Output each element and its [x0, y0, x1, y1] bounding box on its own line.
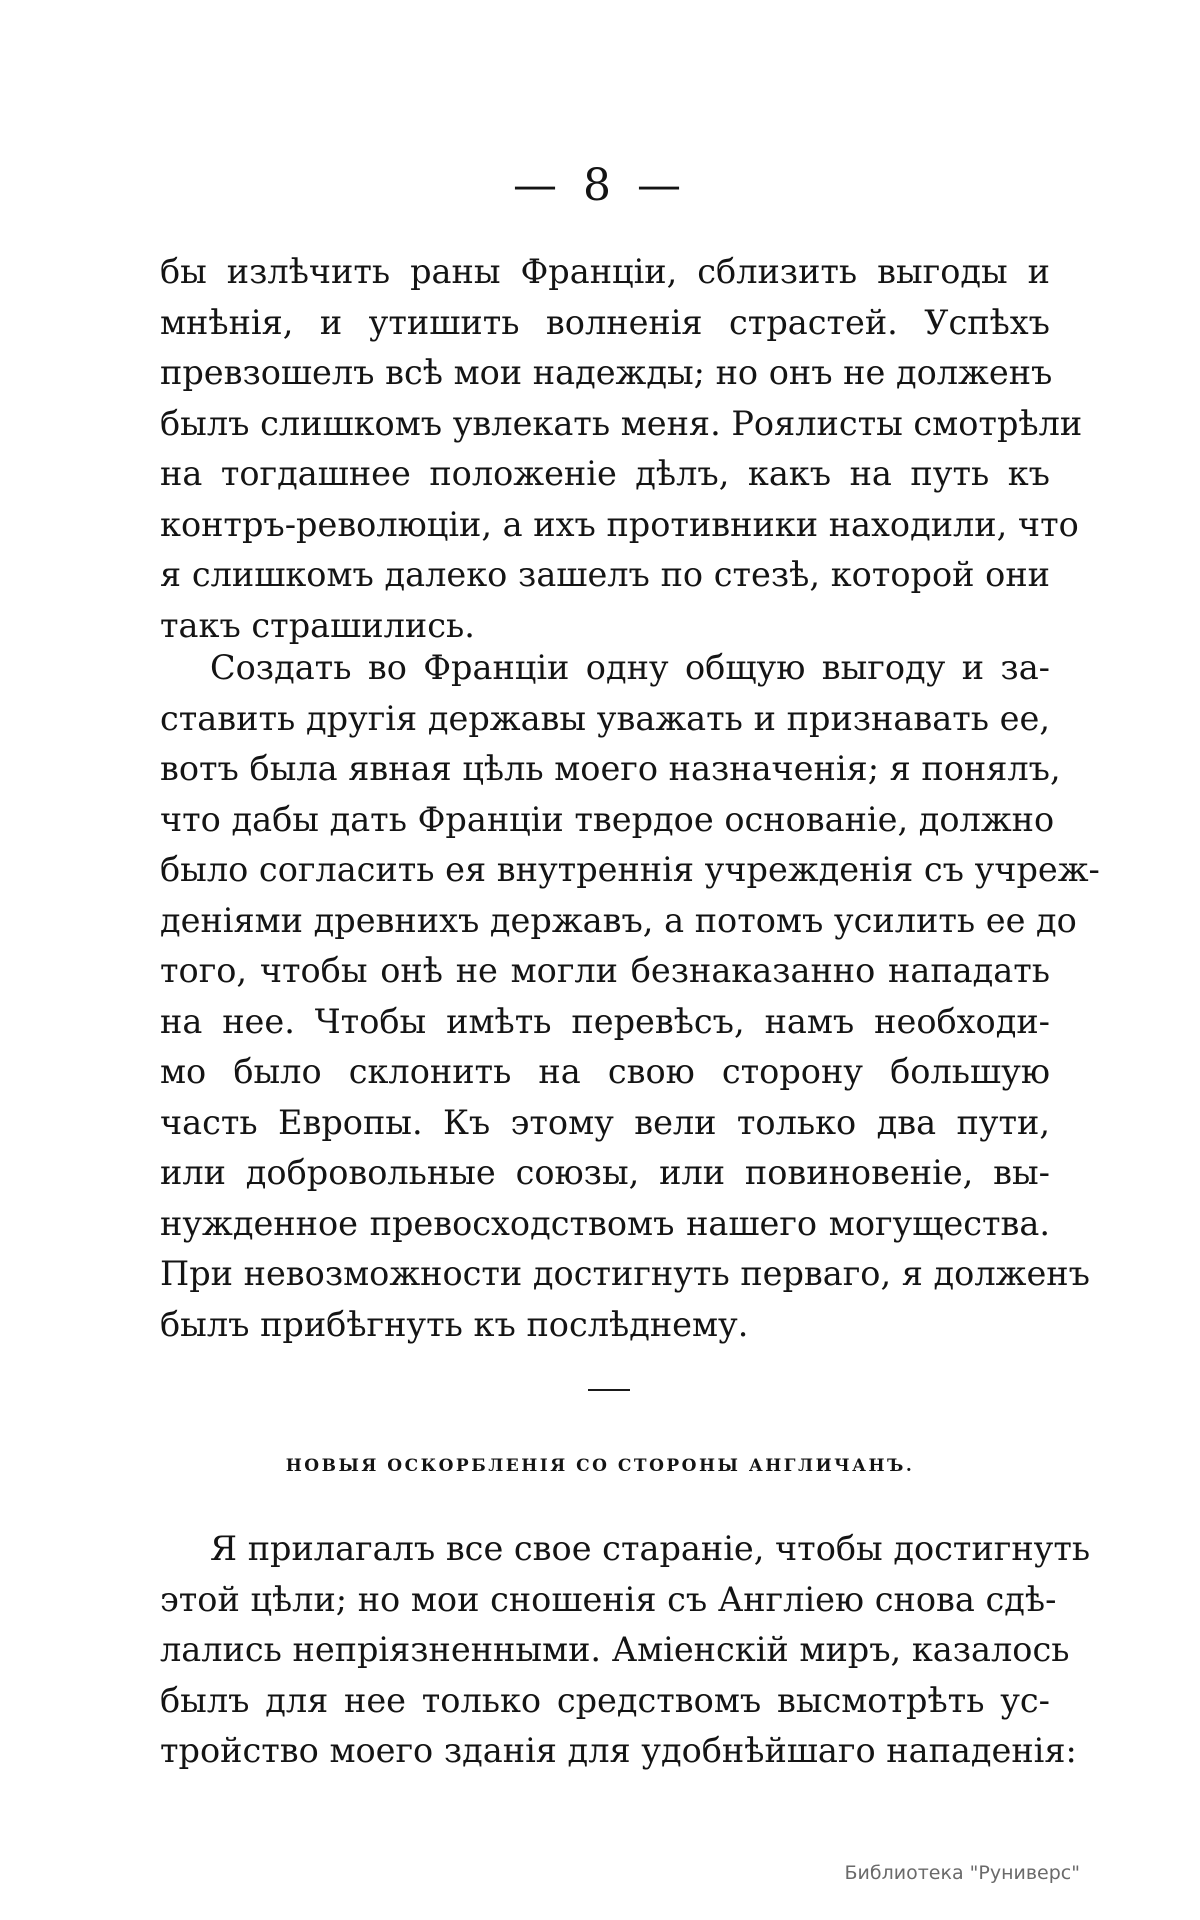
text-line: мо было склонить на свою сторону большую — [160, 1052, 1050, 1091]
text-line: вотъ была явная цѣль моего назначенія; я понялъ, — [160, 749, 1061, 788]
text-line: деніями древнихъ державъ, а потомъ усилить ее до — [160, 900, 1077, 940]
text-line: тройство моего зданія для удобнѣйшаго нападенія: — [160, 1731, 1077, 1770]
text-line: я слишкомъ далеко зашелъ по стезѣ, которой они — [160, 555, 1050, 594]
text-line: При невозможности достигнуть перваго, я долженъ — [160, 1254, 1090, 1293]
section-heading: НОВЫЯ ОСКОРБЛЕНІЯ СО СТОРОНЫ АНГЛИЧАНЪ. — [285, 1456, 915, 1476]
text-line: Я прилагалъ все свое стараніе, чтобы достигнуть — [210, 1529, 1091, 1568]
text-line: или добровольные союзы, или повиновеніе, вы- — [160, 1153, 1050, 1192]
text-line: на нее. Чтобы имѣть перевѣсъ, намъ необходи- — [160, 1001, 1050, 1041]
text-line: такъ страшились. — [160, 605, 475, 645]
text-line: превзошелъ всѣ мои надежды; но онъ не долженъ — [160, 353, 1053, 392]
text-line: Создать во Франціи одну общую выгоду и за- — [210, 648, 1050, 687]
text-line: что дабы дать Франціи твердое основаніе, должно — [160, 799, 1055, 839]
text-line: мнѣнія, и утишить волненія страстей. Успѣхъ — [160, 302, 1050, 342]
text-line: былъ слишкомъ увлекать меня. Роялисты смотрѣли — [160, 403, 1083, 443]
library-watermark: Библиотека "Руниверс" — [844, 1862, 1080, 1884]
text-line: нужденное превосходствомъ нашего могущества. — [160, 1203, 1050, 1243]
paragraph-2 — [160, 643, 1100, 1350]
text-line: ставить другія державы уважать и признавать ее, — [160, 698, 1050, 738]
paragraph-3 — [160, 1524, 1091, 1777]
text-line: бы излѣчить раны Франціи, сблизить выгоды и — [160, 252, 1050, 291]
section-divider — [588, 1389, 630, 1391]
text-line: того, чтобы онѣ не могли безнаказанно нападать — [160, 951, 1050, 990]
paragraph-1 — [160, 247, 1083, 651]
text-line: было согласить ея внутреннія учрежденія съ учреж- — [160, 850, 1100, 889]
text-line: лались непріязненными. Аміенскій миръ, казалось — [160, 1630, 1070, 1669]
text-line: былъ прибѣгнуть къ послѣднему. — [160, 1304, 749, 1344]
text-line: на тогдашнее положеніе дѣлъ, какъ на путь къ — [160, 454, 1050, 493]
page-number: — 8 — — [513, 160, 687, 211]
text-line: контръ-революціи, а ихъ противники находили, что — [160, 504, 1079, 544]
text-line: часть Европы. Къ этому вели только два пути, — [160, 1102, 1050, 1142]
text-line: былъ для нее только средствомъ высмотрѣть ус- — [160, 1680, 1050, 1720]
text-line: этой цѣли; но мои сношенія съ Англіею снова сдѣ- — [160, 1579, 1057, 1619]
